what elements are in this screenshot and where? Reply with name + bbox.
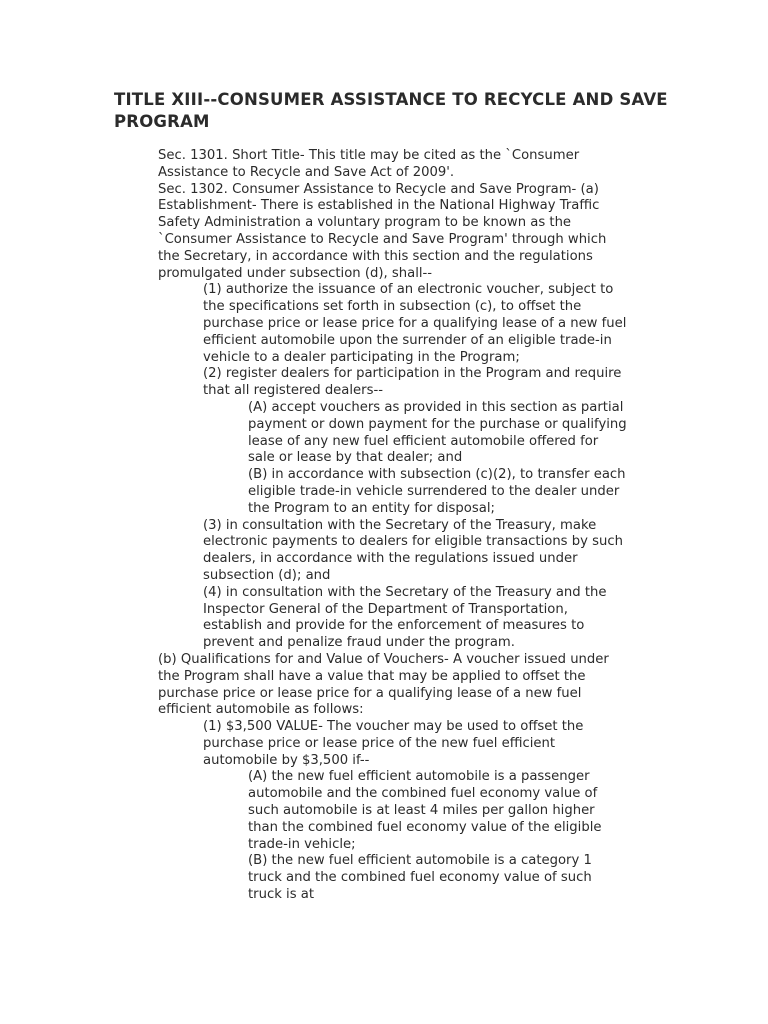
clause-a4-paragraph: (4) in consultation with the Secretary of the Treasury and the Inspector General of the Department of Transportation, establish and provide for the enforcement of measures to prevent and penalize fraud under the program. — [203, 584, 607, 651]
document-title: TITLE XIII--CONSUMER ASSISTANCE TO RECYCLE AND SAVE PROGRAM — [114, 90, 668, 131]
subsection-b-paragraph: (b) Qualifications for and Value of Vouchers- A voucher issued under the Program shall have a value that may be applied to offset the purchase price or lease price for a qualifying lease of a new fuel efficient automobile as follows: — [158, 651, 609, 718]
clause-b1A-paragraph: (A) the new fuel efficient automobile is a passenger automobile and the combined fuel economy value of such automobile is at least 4 miles per gallon higher than the combined fuel economy value of the eligible trade-in vehicle; — [248, 769, 602, 852]
clause-a3-paragraph: (3) in consultation with the Secretary of the Treasury, make electronic payments to dealers for eligible transactions by such dealers, in accordance with the regulations issued under subsection (d); and — [203, 517, 623, 583]
clause-a2-paragraph: (2) register dealers for participation in the Program and require that all registered dealers-- — [203, 366, 622, 399]
clause-b1B-paragraph: (B) the new fuel efficient automobile is a category 1 truck and the combined fuel economy value of such truck is at — [248, 853, 592, 903]
clause-a2A-paragraph: (A) accept vouchers as provided in this section as partial payment or down payment for the purchase or qualifying lease of any new fuel efficient automobile offered for sale or lease by that dealer; and — [248, 399, 627, 466]
clause-a2B-paragraph: (B) in accordance with subsection (c)(2), to transfer each eligible trade-in vehicle surrendered to the dealer under the Program to an entity for disposal; — [248, 467, 626, 516]
document-body — [158, 148, 678, 904]
section-1301-paragraph: Sec. 1301. Short Title- This title may be cited as the `Consumer Assistance to Recycle and Save Act of 2009'. — [158, 148, 580, 180]
clause-b1-paragraph: (1) $3,500 VALUE- The voucher may be used to offset the purchase price or lease price of the new fuel efficient automobile by $3,500 if-- — [203, 719, 584, 768]
section-1302-paragraph: Sec. 1302. Consumer Assistance to Recycle and Save Program- (a) Establishment- There is established in the National Highway Traffic Safety Administration a voluntary program to be known as the `Consumer Assistance to Recycle and Save Program' through which the Secretary, in accordance with this section and the regulations promulgated under subsection (d), shall-- — [158, 181, 607, 281]
clause-a1-paragraph: (1) authorize the issuance of an electronic voucher, subject to the specifications set forth in subsection (c), to offset the purchase price or lease price for a qualifying lease of a new fuel efficient automobile upon the surrender of an eligible trade-in vehicle to a dealer participating in the Program; — [203, 282, 627, 365]
